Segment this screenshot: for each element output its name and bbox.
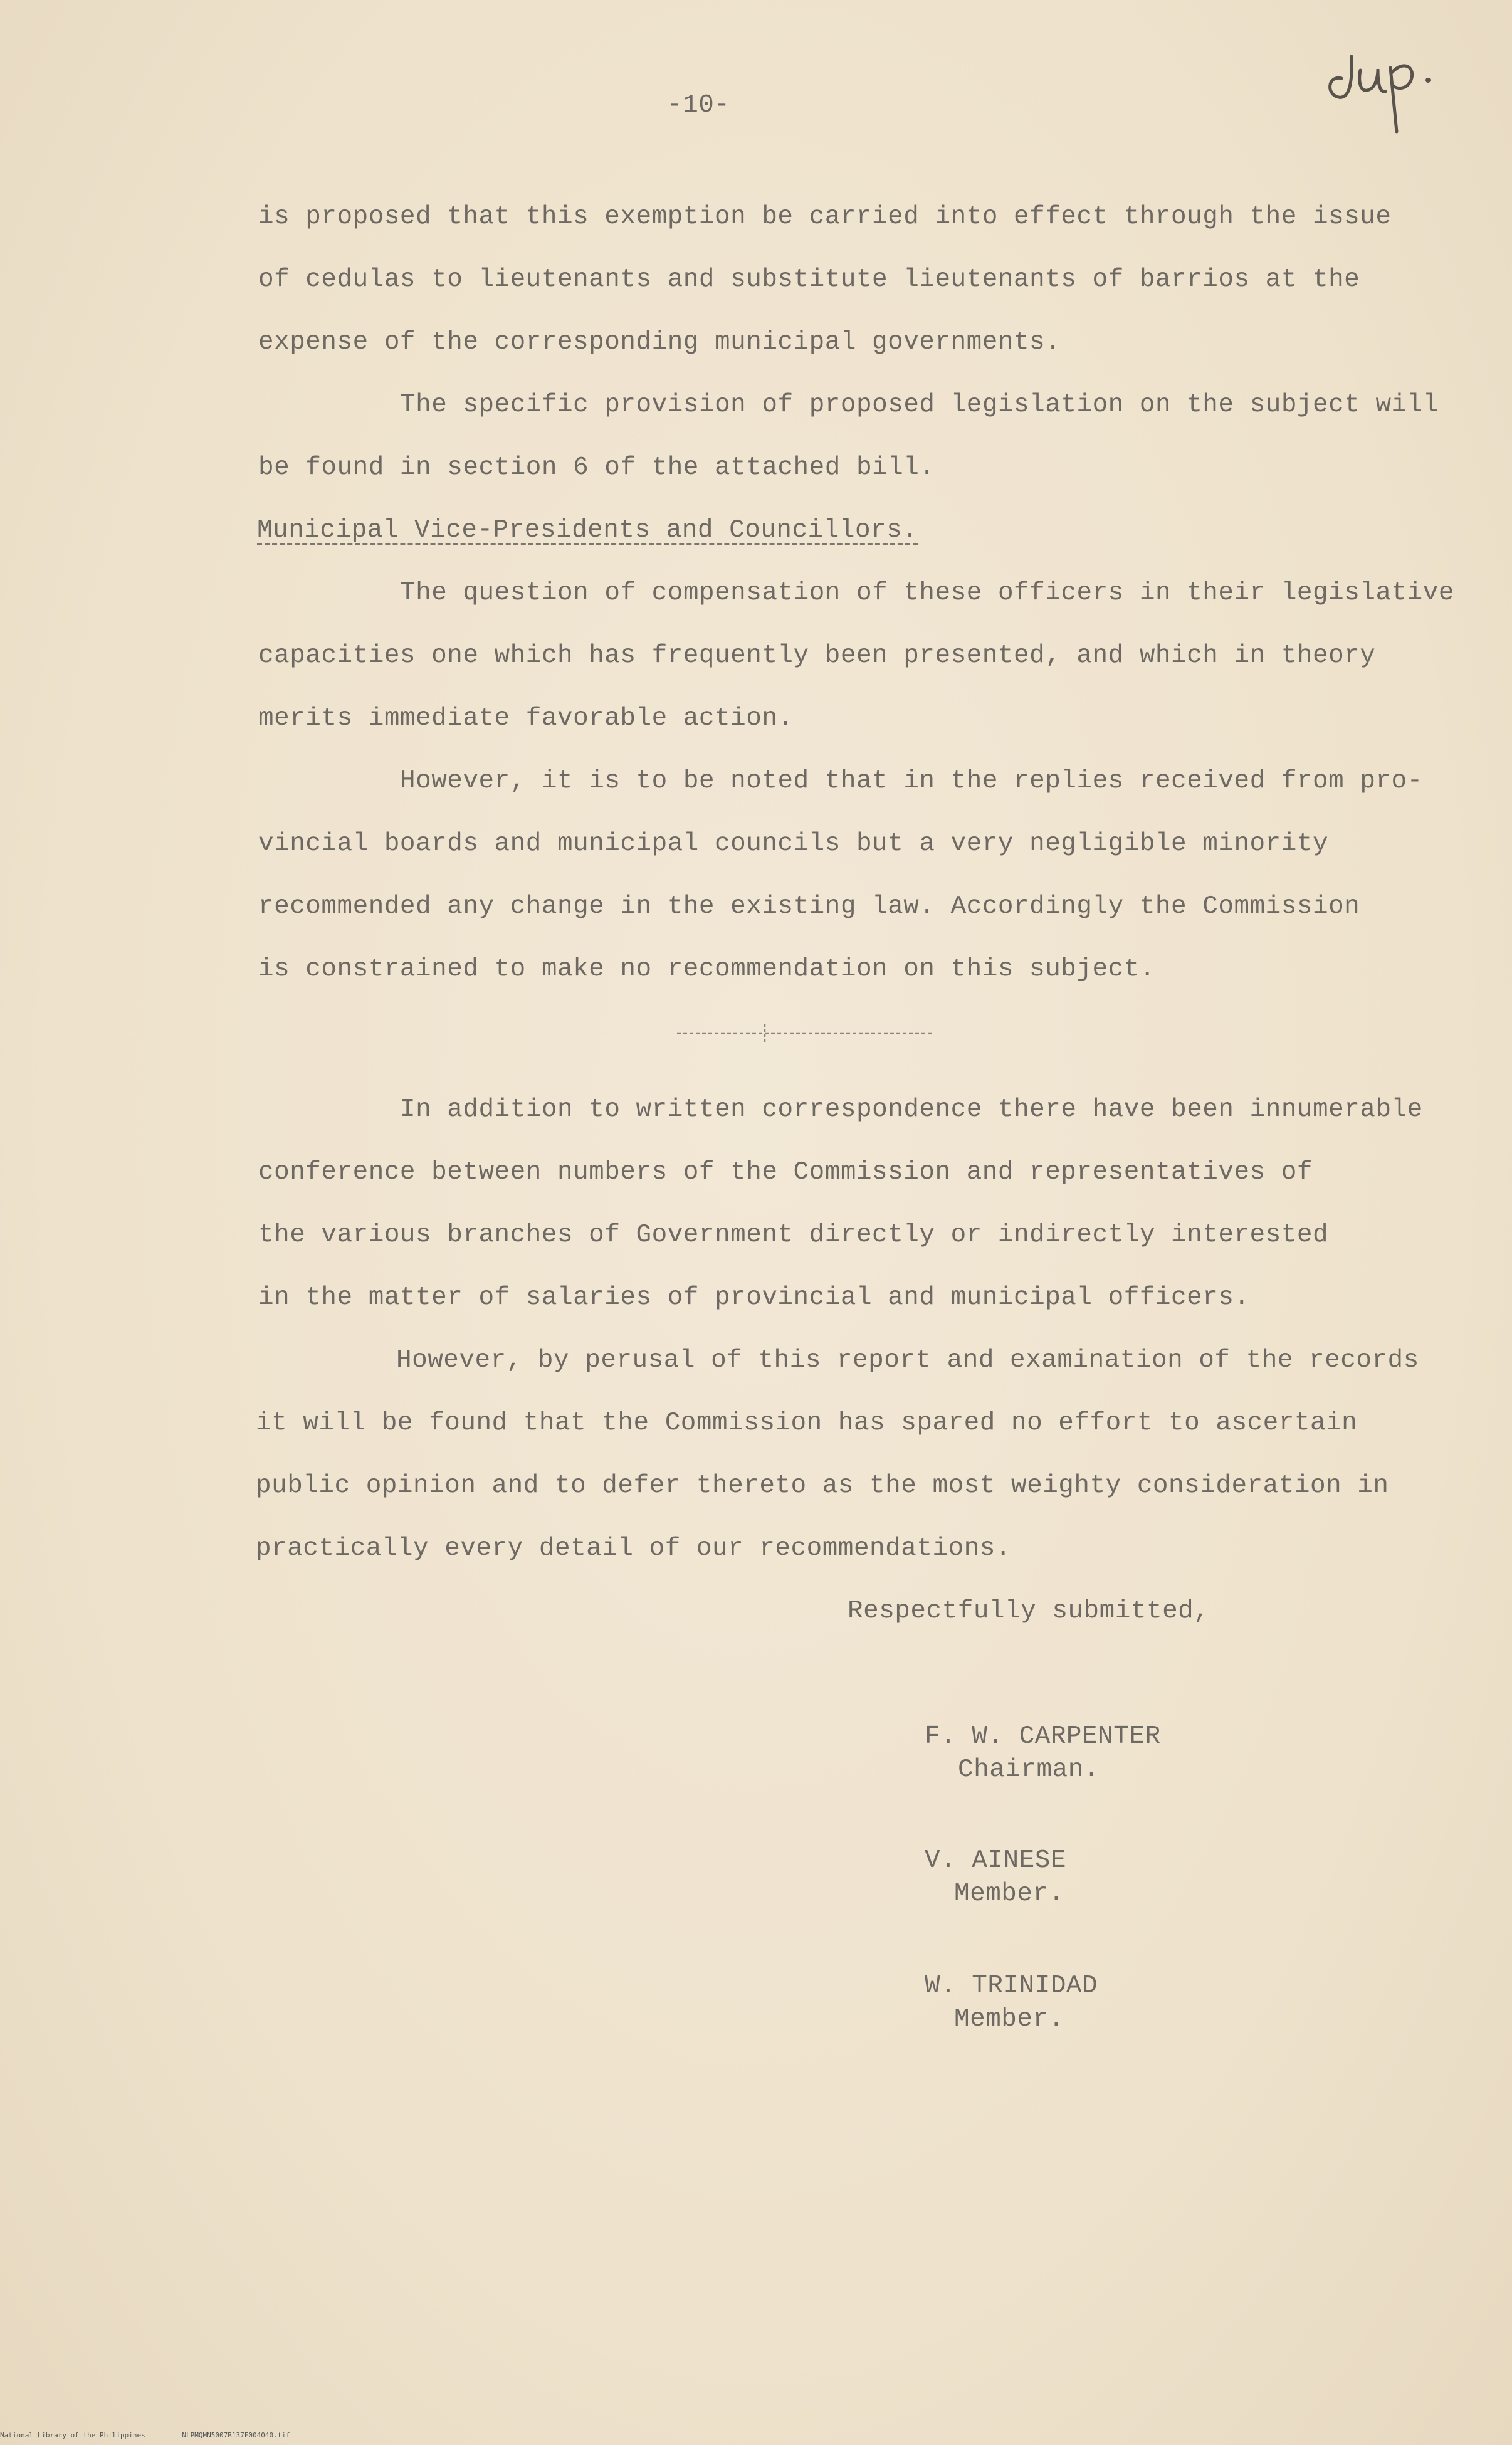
body-line: is constrained to make no recommendation on this subject. bbox=[258, 955, 1155, 984]
signatory-title: Member. bbox=[954, 2005, 1064, 2034]
body-line: expense of the corresponding municipal governments. bbox=[258, 328, 1061, 357]
body-line: is proposed that this exemption be carried into effect through the issue bbox=[258, 202, 1392, 231]
footer-file: NLPMQMN5007B137F004040.tif bbox=[182, 2431, 290, 2439]
body-line: vincial boards and municipal councils but a very negligible minority bbox=[258, 829, 1329, 858]
body-line: merits immediate favorable action. bbox=[258, 704, 794, 733]
body-line: be found in section 6 of the attached bill. bbox=[258, 453, 935, 482]
body-line: However, by perusal of this report and examination of the records bbox=[396, 1346, 1419, 1375]
body-line: the various branches of Government directly or indirectly interested bbox=[258, 1221, 1329, 1249]
closing-line: Respectfully submitted, bbox=[848, 1597, 1210, 1626]
section-heading: Municipal Vice-Presidents and Councillors. bbox=[257, 516, 918, 545]
signatory-name: F. W. CARPENTER bbox=[925, 1722, 1161, 1751]
body-line: public opinion and to defer thereto as the most weighty consideration in bbox=[256, 1471, 1389, 1500]
signatory-name: V. AINESE bbox=[925, 1846, 1066, 1875]
footer-library: National Library of the Philippines bbox=[0, 2431, 145, 2439]
body-line: in the matter of salaries of provincial and municipal officers. bbox=[258, 1283, 1250, 1312]
body-line: practically every detail of our recommendations. bbox=[256, 1534, 1011, 1563]
body-line: recommended any change in the existing law. Accordingly the Commission bbox=[258, 892, 1360, 921]
body-line: However, it is to be noted that in the replies received from pro- bbox=[400, 767, 1423, 796]
handwritten-annotation bbox=[1323, 31, 1448, 138]
body-line: of cedulas to lieutenants and substitute lieutenants of barrios at the bbox=[258, 265, 1360, 294]
body-line: The question of compensation of these officers in their legislative bbox=[400, 579, 1454, 607]
page-number: -10- bbox=[667, 91, 730, 120]
signatory-title: Member. bbox=[954, 1880, 1064, 1908]
signatory-name: W. TRINIDAD bbox=[925, 1972, 1098, 2001]
body-line: capacities one which has frequently been presented, and which in theory bbox=[258, 641, 1376, 670]
body-line: In addition to written correspondence there have been innumerable bbox=[400, 1095, 1423, 1124]
body-line: The specific provision of proposed legislation on the subject will bbox=[400, 391, 1439, 419]
scan-footer bbox=[0, 2431, 323, 2440]
signatory-title: Chairman. bbox=[958, 1755, 1100, 1784]
section-separator bbox=[677, 1023, 934, 1042]
body-line: it will be found that the Commission has spared no effort to ascertain bbox=[256, 1409, 1358, 1438]
body-line: conference between numbers of the Commission and representatives of bbox=[258, 1158, 1313, 1187]
